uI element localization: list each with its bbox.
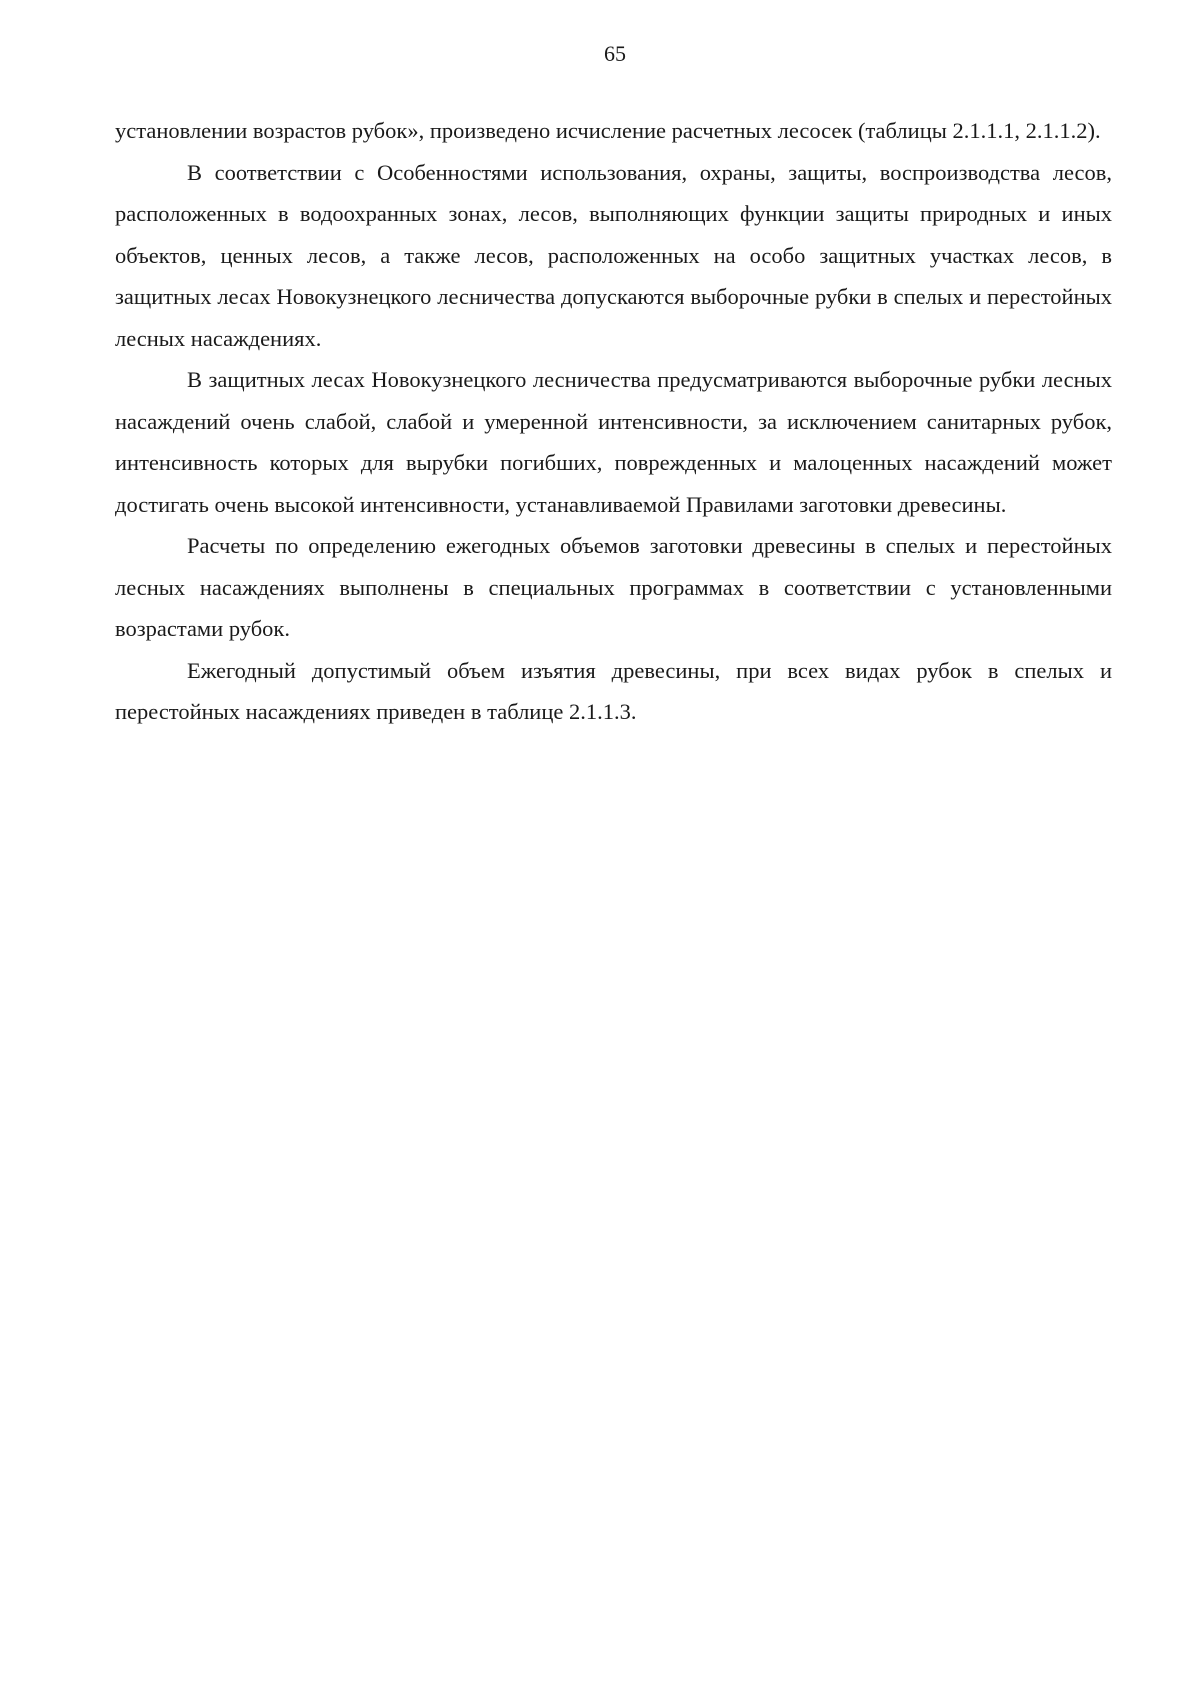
- page-number: 65: [604, 41, 626, 66]
- paragraph-annual-volume: Ежегодный допустимый объем изъятия древесины, при всех видах рубок в спелых и перестойных насаждениях приведен в таблице 2.1.1.3.: [115, 657, 1112, 724]
- paragraph-harvest-calculations: Расчеты по определению ежегодных объемов заготовки древесины в спелых и перестойных лесных насаждениях выполнены в специальных программах в соответствии с установленными возрастами рубок.: [115, 533, 1112, 641]
- paragraph-felling-intensity: В защитных лесах Новокузнецкого лесничества предусматриваются выборочные рубки лесных насаждений очень слабой, слабой и умеренной интенсивности, за исключением санитарных рубок, интенсивность которых для вырубки погибших, поврежденных и малоценных насаждений может достигать очень высокой интенсивности, устанавливаемой Правилами заготовки древесины.: [115, 367, 1112, 517]
- body-text: [115, 110, 1112, 733]
- paragraph-continuation: установлении возрастов рубок», произведено исчисление расчетных лесосек (таблицы 2.1.1.1, 2.1.1.2).: [115, 118, 1101, 143]
- paragraph-selective-felling-rules: В соответствии с Особенностями использования, охраны, защиты, воспроизводства лесов, расположенных в водоохранных зонах, лесов, выполняющих функции защиты природных и иных объектов, ценных лесов, а также лесов, расположенных на особо защитных участках лесов, в защитных лесах Новокузнецкого лесничества допускаются выборочные рубки в спелых и перестойных лесных насаждениях.: [115, 159, 1112, 351]
